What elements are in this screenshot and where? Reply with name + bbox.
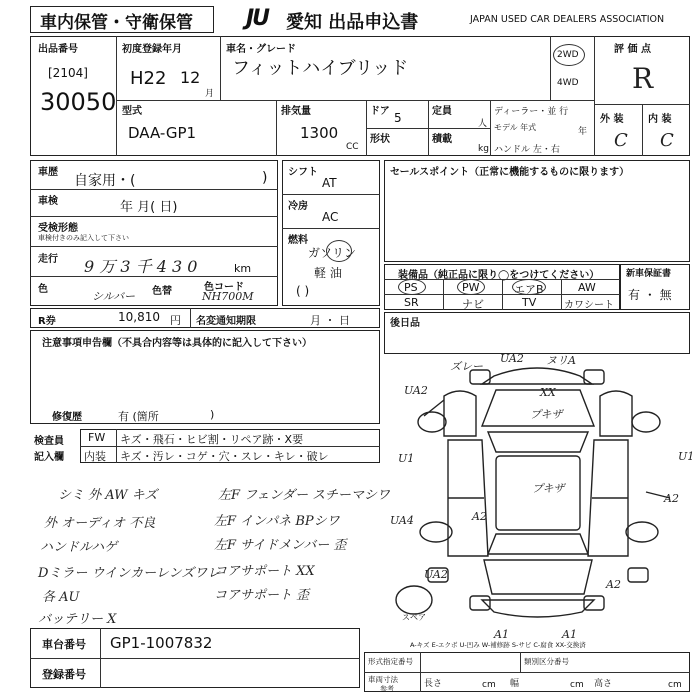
displacement-label: 排気量 bbox=[281, 106, 311, 117]
inspector-label-2: 記入欄 bbox=[34, 452, 64, 463]
diagram-legend: A-キズ E-エクボ U-凹み W-補修跡 S-サビ C-腐食 XX-交換済 bbox=[410, 641, 586, 649]
shift-label: シフト bbox=[288, 167, 318, 178]
ac-label: 冷房 bbox=[288, 201, 308, 212]
year-unit: 年 bbox=[578, 127, 588, 137]
handwritten-note: 左F インパネ BPシワ bbox=[214, 514, 340, 529]
diagram-label: ヌリA bbox=[546, 354, 576, 367]
inspector-label: 検査員 bbox=[34, 436, 64, 447]
interior-items-label: 内装 bbox=[84, 450, 106, 463]
diagram-label: UA4 bbox=[390, 514, 414, 527]
width-label: 幅 bbox=[510, 679, 520, 689]
diagram-right-fender bbox=[600, 391, 632, 436]
size-label: 車両寸法 bbox=[368, 675, 398, 684]
month-unit: 月 bbox=[205, 89, 215, 99]
post-items-block bbox=[384, 312, 690, 354]
dealer-label: ディーラー・並 行 bbox=[494, 107, 569, 117]
diagram-right-rear-light bbox=[626, 522, 658, 542]
width-cm: cm bbox=[570, 680, 584, 690]
yen-unit: 円 bbox=[170, 314, 181, 327]
deadline-label: 名変通知期限 bbox=[196, 316, 256, 327]
interior-items: キズ・汚レ・コゲ・穴・スレ・キレ・破レ bbox=[120, 450, 329, 463]
diagram-left-rear-light bbox=[420, 522, 452, 542]
sales-point-label: セールスポイント（正常に機能するものに限ります） bbox=[390, 167, 630, 178]
diagram-label: A2 bbox=[472, 510, 487, 523]
color-label: 色 bbox=[38, 284, 48, 295]
history-value: 自家用・( bbox=[74, 173, 136, 189]
score-label: 評 価 点 bbox=[614, 44, 651, 55]
capacity-label: 定員 bbox=[432, 106, 452, 117]
handwritten-note: 左F サイドメンバー 歪 bbox=[214, 538, 347, 553]
doors-label: ドア bbox=[370, 106, 390, 117]
new-car-warranty-label: 新車保証書 bbox=[626, 269, 672, 279]
inspection-label: 車検 bbox=[38, 196, 58, 207]
doors-value: 5 bbox=[394, 111, 402, 125]
mileage-label: 走行 bbox=[38, 254, 58, 265]
handwritten-note: バッテリー X bbox=[38, 612, 117, 627]
equipment-sr: SR bbox=[404, 296, 419, 309]
receive-label: 受検形態 bbox=[38, 223, 78, 234]
length-cm: cm bbox=[482, 680, 496, 690]
exterior-grade: C bbox=[614, 130, 628, 151]
person-unit: 人 bbox=[478, 119, 488, 129]
car-damage-diagram bbox=[384, 356, 690, 636]
diagram-spare-tire bbox=[396, 586, 432, 614]
equipment-seat: カワシート bbox=[564, 300, 614, 311]
handwritten-note: 各 AU bbox=[42, 590, 80, 605]
listing-code: [2104] bbox=[48, 66, 88, 80]
type-number-label: 形式指定番号 bbox=[368, 657, 413, 666]
height-label: 高さ bbox=[594, 679, 613, 689]
class-number-label: 類別区分番号 bbox=[524, 657, 569, 666]
diagram-label: U1 bbox=[678, 450, 695, 463]
ac-value: AC bbox=[322, 210, 339, 224]
equipment-navi: ナビ bbox=[462, 298, 484, 311]
interior-grade: C bbox=[660, 130, 674, 151]
equipment-aw: AW bbox=[578, 281, 596, 294]
fw-items: キズ・飛石・ヒビ割・リペア跡・X要 bbox=[120, 433, 304, 446]
circle-ps bbox=[398, 279, 426, 295]
drive-2wd-circle bbox=[553, 44, 585, 66]
handwritten-note: 外 オーディオ 不良 bbox=[44, 516, 156, 531]
circle-pw bbox=[457, 279, 485, 295]
diagram-label: スペア bbox=[402, 613, 426, 622]
length-label: 長さ bbox=[424, 679, 443, 689]
repair-end: ) bbox=[210, 408, 215, 421]
color-change-label: 色替 bbox=[152, 286, 172, 297]
score-value: R bbox=[632, 62, 654, 95]
new-car-warranty-value: 有 ・ 無 bbox=[628, 288, 672, 302]
diagram-label: プキザ bbox=[530, 408, 563, 421]
repair-value: 有 (箇所 bbox=[118, 410, 159, 423]
listing-number: 30050 bbox=[40, 88, 117, 116]
circle-airbag bbox=[512, 279, 546, 295]
model-value: DAA-GP1 bbox=[128, 124, 197, 142]
diagram-label: UA2 bbox=[424, 568, 448, 581]
shape-label: 形状 bbox=[370, 134, 390, 145]
first-reg-era: H22 bbox=[130, 68, 167, 89]
ju-logo: JU bbox=[246, 6, 269, 31]
diagram-label: A2 bbox=[606, 578, 621, 591]
fw-label: FW bbox=[88, 431, 106, 444]
diagram-windshield bbox=[488, 432, 588, 452]
handwritten-note: 左F フェンダー スチーマシワ bbox=[218, 488, 390, 503]
storage-type-title: 車内保管・守衛保管 bbox=[40, 13, 193, 33]
equipment-pw: PW bbox=[462, 281, 480, 294]
handwritten-note: コアサポート 歪 bbox=[214, 588, 310, 603]
handle-label: ハンドル 左・右 bbox=[494, 145, 560, 155]
diagram-left-mirror bbox=[418, 412, 446, 432]
diagram-label: XX bbox=[540, 386, 556, 399]
association-name: JAPAN USED CAR DEALERS ASSOCIATION bbox=[470, 14, 665, 25]
mileage-value: 9 万 3 千 4 3 0 bbox=[84, 257, 198, 276]
shift-value: AT bbox=[322, 176, 337, 190]
diagram-label: ズレー bbox=[450, 360, 483, 373]
equipment-label: 装備品（純正品に限り◯をつけてください） bbox=[398, 270, 600, 281]
diagram-right-rear-wheel bbox=[628, 568, 648, 582]
diagram-rear-left-wheel bbox=[470, 596, 490, 610]
listing-number-label: 出品番号 bbox=[38, 44, 78, 55]
notes-label: 注意事項申告欄（不具合内容等は具体的に記入して下さい） bbox=[42, 338, 312, 349]
equipment-airbag: エアB bbox=[514, 283, 544, 296]
registration-label: 登録番号 bbox=[42, 668, 86, 681]
color-code-value: NH700M bbox=[202, 290, 254, 303]
chassis-label: 車台番号 bbox=[42, 638, 86, 651]
diagram-label: プキザ bbox=[532, 482, 565, 495]
form-title: 愛知 出品申込書 bbox=[286, 12, 419, 33]
r-value: 10,810 bbox=[118, 310, 160, 324]
r-label: R券 bbox=[38, 316, 56, 327]
ref-label: 参考 bbox=[380, 685, 394, 693]
diagram-label: UA2 bbox=[404, 384, 428, 397]
diagram-label: A1 bbox=[562, 628, 577, 641]
chassis-value: GP1-1007832 bbox=[110, 634, 213, 652]
drive-2wd: 2WD bbox=[557, 50, 579, 60]
first-reg-label: 初度登録年月 bbox=[122, 44, 182, 55]
color-value: シルバー bbox=[92, 290, 135, 303]
equipment-tv: TV bbox=[522, 296, 537, 309]
handwritten-note: シミ 外 AW キズ bbox=[58, 488, 158, 503]
diagram-label: UA2 bbox=[500, 352, 524, 365]
diagram-trunk bbox=[484, 560, 592, 594]
model-label: 型式 bbox=[122, 106, 142, 117]
repair-label: 修復歴 bbox=[52, 412, 82, 423]
fuel-other: ( ) bbox=[296, 284, 310, 298]
height-cm: cm bbox=[668, 680, 682, 690]
drive-4wd: 4WD bbox=[557, 78, 579, 88]
deadline-value: 月 ・ 日 bbox=[310, 314, 350, 327]
diagram-rear-bumper bbox=[482, 600, 594, 617]
cc-unit: CC bbox=[346, 142, 359, 152]
fuel-diesel: 軽 油 bbox=[314, 266, 342, 280]
diagram-left-fender bbox=[444, 391, 476, 436]
diagram-front-right-wheel bbox=[584, 370, 604, 384]
car-name: フィットハイブリッド bbox=[232, 58, 409, 79]
fuel-label: 燃料 bbox=[288, 235, 308, 246]
handwritten-note: コアサポート XX bbox=[214, 564, 315, 579]
kg-unit: kg bbox=[478, 144, 489, 154]
fuel-gas-circle bbox=[326, 240, 352, 262]
handwritten-note: ハンドルハゲ bbox=[40, 540, 118, 555]
exterior-label: 外 装 bbox=[600, 114, 624, 125]
diagram-right-mirror bbox=[632, 412, 660, 432]
diagram-label: A2 bbox=[664, 492, 679, 505]
diagram-front-bumper bbox=[482, 368, 592, 384]
handwritten-note: Dミラー ウインカーレンズワレ bbox=[38, 566, 221, 581]
inspection-value: 年 月( 日) bbox=[120, 200, 178, 215]
displacement-value: 1300 bbox=[300, 124, 339, 142]
equipment-ps: PS bbox=[404, 281, 418, 294]
model-year-label: モデル 年式 bbox=[494, 123, 537, 132]
interior-label: 内 装 bbox=[648, 114, 672, 125]
km-unit: km bbox=[234, 262, 252, 275]
fuel-gasoline: ガソリン bbox=[308, 246, 357, 260]
history-value-end: ) bbox=[262, 170, 268, 186]
diagram-label: U1 bbox=[398, 452, 415, 465]
load-label: 積載 bbox=[432, 134, 452, 145]
history-label: 車歴 bbox=[38, 167, 58, 178]
color-code-label: 色コード bbox=[204, 282, 244, 293]
car-name-label: 車名・グレード bbox=[226, 44, 296, 55]
post-items-label: 後日品 bbox=[390, 318, 420, 329]
receive-note: 車検付きのみ記入して下さい bbox=[38, 234, 129, 242]
diagram-rear-window bbox=[488, 534, 588, 554]
diagram-label: A1 bbox=[494, 628, 509, 641]
first-reg-month: 12 bbox=[180, 68, 201, 87]
